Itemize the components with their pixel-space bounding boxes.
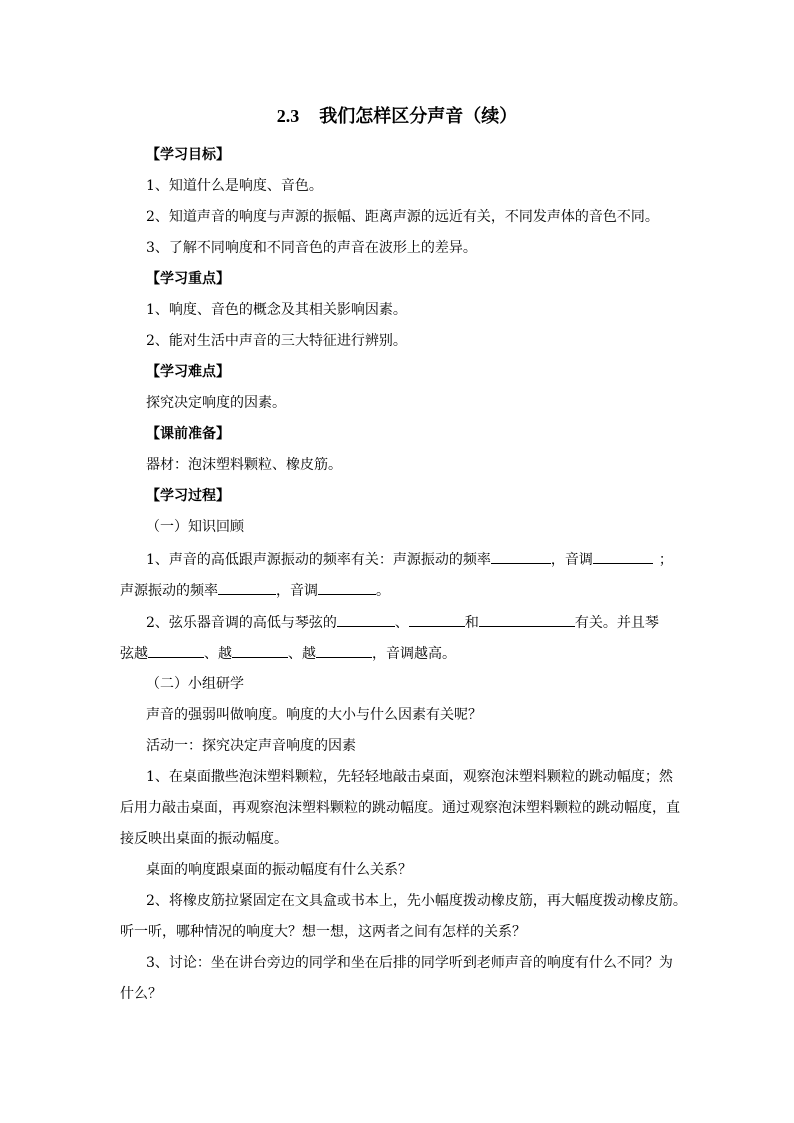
- review-question-1-cont: 声源振动的频率 ，音调 。: [120, 580, 390, 600]
- review-question-2-cont: 弦越 、越 、越 ，音调越高。: [120, 643, 456, 663]
- part2-title: （二）小组研学: [146, 676, 244, 692]
- goal-item: 1、知道什么是响度、音色。: [146, 178, 323, 194]
- fill-blank[interactable]: [232, 643, 288, 658]
- goals-heading: 【学习目标】: [146, 147, 230, 163]
- focus-item: 1、响度、音色的概念及其相关影响因素。: [146, 302, 407, 318]
- prep-heading: 【课前准备】: [146, 426, 230, 442]
- focus-item: 2、能对生活中声音的三大特征进行辨别。: [146, 333, 407, 349]
- page-title: [0, 104, 794, 129]
- difficulty-item: 探究决定响度的因素。: [146, 395, 286, 411]
- difficulty-heading: 【学习难点】: [146, 364, 230, 380]
- fill-blank[interactable]: [593, 549, 653, 564]
- activity-title: 活动一：探究决定声音响度的因素: [146, 738, 356, 754]
- step1-line: 接反映出桌面的振动幅度。: [120, 831, 288, 847]
- fill-blank[interactable]: [316, 643, 372, 658]
- step1-line: 1、在桌面撒些泡沫塑料颗粒，先轻轻地敲击桌面，观察泡沫塑料颗粒的跳动幅度；然: [146, 769, 673, 785]
- section-number: 2.3: [276, 106, 300, 126]
- title-text: 我们怎样区分声音（续）: [319, 106, 518, 127]
- fill-blank[interactable]: [318, 580, 376, 595]
- fill-blank[interactable]: [218, 580, 276, 595]
- fill-blank[interactable]: [479, 612, 575, 627]
- goal-item: 2、知道声音的响度与声源的振幅、距离声源的远近有关，不同发声体的音色不同。: [146, 209, 659, 225]
- process-heading: 【学习过程】: [146, 488, 230, 504]
- focus-heading: 【学习重点】: [146, 271, 230, 287]
- fill-blank[interactable]: [148, 643, 204, 658]
- loudness-intro: 声音的强弱叫做响度。响度的大小与什么因素有关呢？: [146, 707, 482, 723]
- step1-line: 后用力敲击桌面，再观察泡沫塑料颗粒的跳动幅度。通过观察泡沫塑料颗粒的跳动幅度，直: [120, 800, 680, 816]
- goal-item: 3、了解不同响度和不同音色的声音在波形上的差异。: [146, 240, 477, 256]
- step1-question: 桌面的响度跟桌面的振动幅度有什么关系？: [146, 862, 412, 878]
- step3-line: 3、讨论：坐在讲台旁边的同学和坐在后排的同学听到老师声音的响度有什么不同？为: [146, 955, 673, 971]
- fill-blank[interactable]: [337, 612, 395, 627]
- step3-line: 什么？: [120, 986, 162, 1002]
- fill-blank[interactable]: [491, 549, 551, 564]
- review-question-2: 2、弦乐器音调的高低与琴弦的 、 和 有关。并且琴: [146, 612, 659, 632]
- step2-line: 听一听，哪种情况的响度大？想一想，这两者之间有怎样的关系？: [120, 924, 526, 940]
- fill-blank[interactable]: [409, 612, 465, 627]
- review-question-1: 1、声音的高低跟声源振动的频率有关：声源振动的频率 ，音调 ；: [146, 549, 673, 569]
- prep-item: 器材：泡沫塑料颗粒、橡皮筋。: [146, 457, 342, 473]
- step2-line: 2、将橡皮筋拉紧固定在文具盒或书本上，先小幅度拨动橡皮筋，再大幅度拨动橡皮筋。: [146, 893, 687, 909]
- part1-title: （一）知识回顾: [146, 519, 244, 535]
